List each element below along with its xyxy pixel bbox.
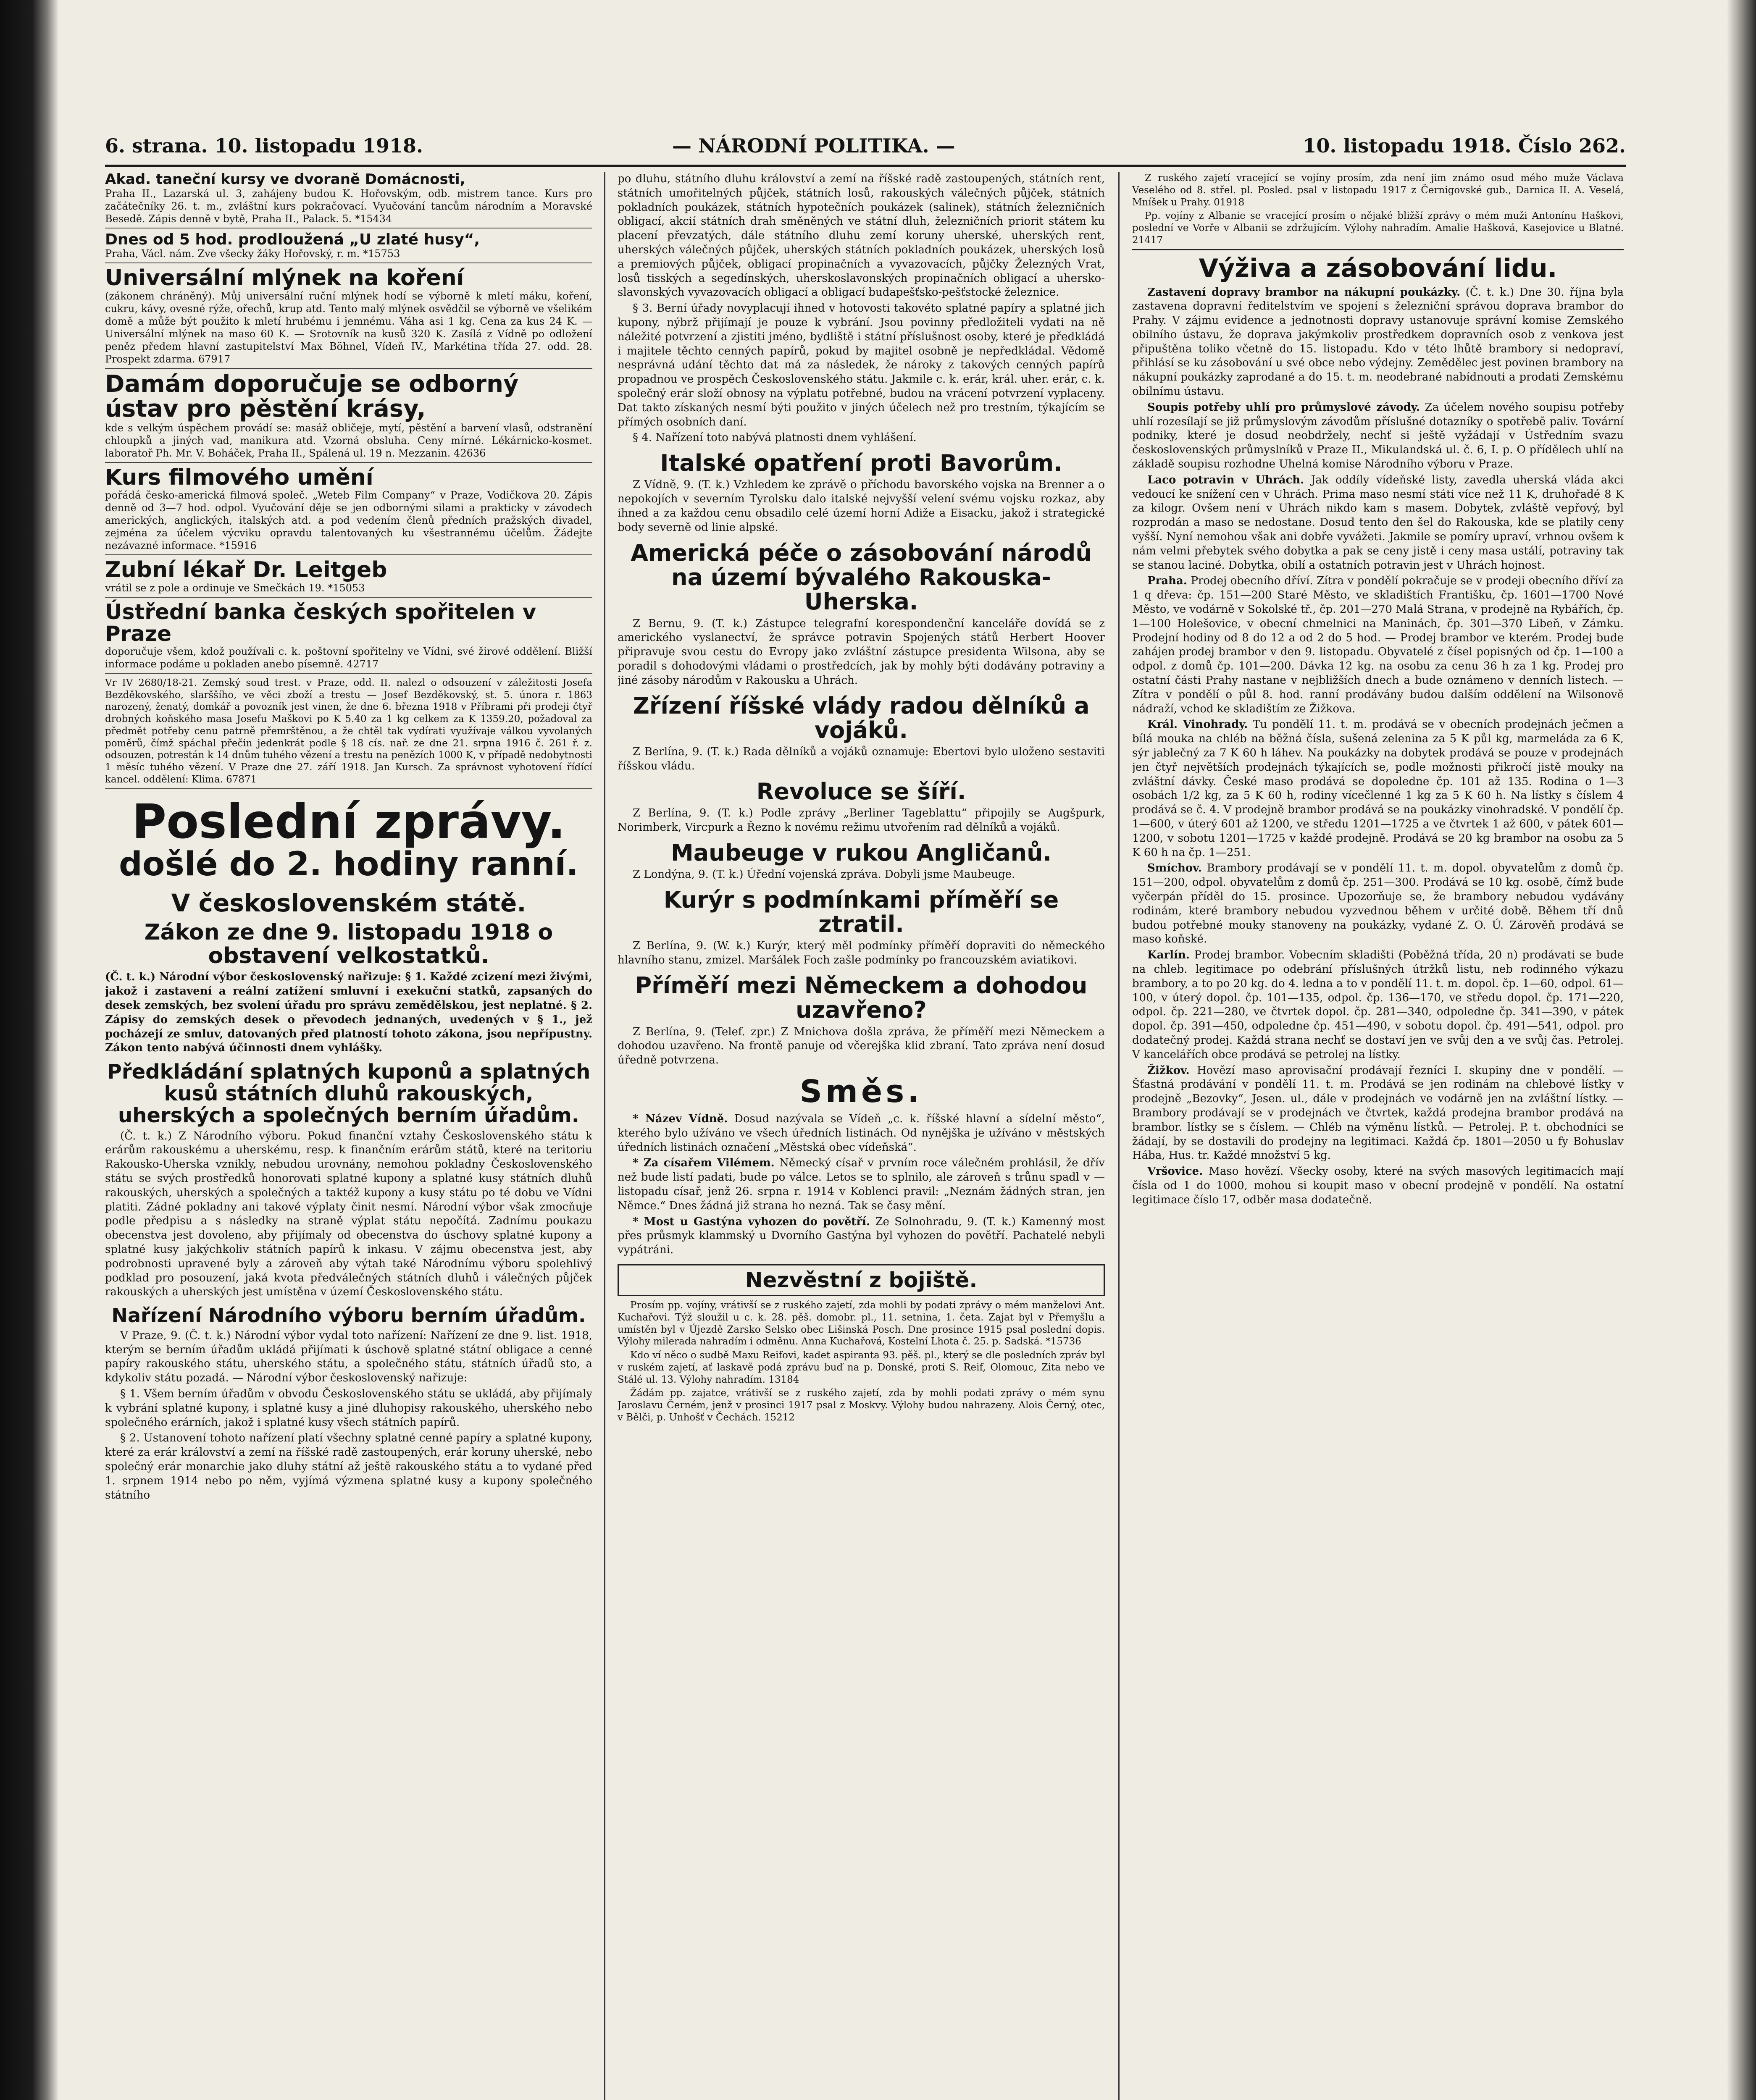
notices (618, 1299, 1105, 1424)
article-headline: Maubeuge v rukou Angličanů. (670, 839, 1052, 866)
article (105, 921, 592, 1055)
ad-title: Ústřední banka českých spořitelen v Praze (105, 599, 536, 646)
column-divider (1118, 172, 1120, 2100)
ad-text: (zákonem chráněný). Můj universální ruční mlýnek hodí se výborně k mletí máku, koření, cukru, kávy, ovesné rýže, ořechů, krup atd. Tento malý mlýnek osvědčil se výborně ve všelikém domě a může být použito k mletí hrubému i jemnému. Váha asi 1 kg. Cena za kus 24 K. — Universální mlýnek na maso 60 K. — Srotovník na kusů 320 K. Zasílá z Vídně po odložení peněz předem hlavní zastupitelství Max Böhnel, Vídeň IV., Markétina třída 27. odd. 28. Prospekt zdarma. 67917 (105, 290, 592, 365)
binding-edge (0, 0, 59, 2100)
article-body: § 1. Všem berním úřadům v obvodu Československého státu se ukládá, aby přijímaly k vybrání splatné kupony, i splatné kusy a jiné dluhopisy rakouského, uherského nebo společného erárních, jakož i splatné kusy všech státních papírů. (105, 1388, 592, 1429)
item-lead: * Most u Gastýna vyhozen do povětří. (633, 1215, 870, 1228)
article-body (1132, 1064, 1624, 1163)
ad-text: kde s velkým úspěchem provádí se: masáž obličeje, mytí, pěstění a barvení vlasů, odstranění chloupků a jiných vad, manikura atd. Vzorná obsluha. Ceny mírné. Lékárnicko-kosmet. laboratoř Ph. Mr. V. Boháček, Praha II., Spálená ul. 19 n. Mezzanin. 42636 (105, 422, 592, 459)
item-lead: Král. Vinohrady. (1147, 718, 1248, 731)
item-text: Ze Solnohradu, 9. (T. k.) Kamenný most přes průsmyk klammský u Dvorního Gastýna byl vyhozen do povětří. Pachatelé nebyli vypátráni. (618, 1215, 1105, 1257)
ad-text: vrátil se z pole a ordinuje ve Smečkách 19. *15053 (105, 582, 365, 594)
court-notice: Vr IV 2680/18-21. Zemský soud trest. v Praze, odd. II. nalezl o odsouzení v záležitosti Josefa Bezděkovského, slarššího, ve věci zboží a trestu — Josef Bezděkovský, st. 5. února r. 1863 narozený, ženatý, domkář a povozník jest vinen, že dne 6. března 1918 v Příbrami při prodeji čtyř drobných koňského masa Josefu Maškovi po K 5.40 za 1 kg celkem za K 1359.20, požadoval za předmět potřeby cenu patrně přemrštěnou, a že chtěl tak vydírati využívaje válkou vyvolaných poměrů, čímž spáchal přečin jedenkrát podle § 18 cís. nař. ze dne 21. srpna 1916 č. 261 ř. z. odsouzen, potrestán k 14 dnům tuhého vězení a trestu na penězích 1000 K, v případě nedobytnosti 1 měsíc tuhého vězení. V Praze dne 27. září 1918. Jan Kursch. Za správnost vyhotovení řídící kancel. oddělení: Klima. 67871 (105, 677, 592, 789)
column-3 (1132, 172, 1624, 2100)
article (618, 451, 1105, 535)
advertisement (105, 372, 592, 463)
article-body: (Č. t. k.) Z Národního výboru. Pokud finanční vztahy Československého státu k erárům rakouskému a uherskému, resp. k finančním erárům států, které na teritoriu Rakousko-Uherska vznikly, nebudou urovnány, nemohou pokladny Československého státu se svých prostředků honorovati splatné kupony a splatné kusy státních dluhů rakouských, uherských a společných a taktéž kupony a kusy státu po té dobu ve Vídni platiti. Zádné pokladny ani takové výplaty činit nesmí. Národní výbor však zmocňuje podle předpisu a s následky na straně výplat státu nepočítá. Zadnímu poukazu obecenstva jest dovoleno, aby přijímaly od obecenstva do úschovy splatné kupony a splatné kusy jakýchkoliv státních papírů k inkasu. V zájmu obecenstva jest, aby podrobnosti upravené byly a zároveň aby výtah také Národnímu výboru spolehlivý podklad pro posouzení, jaká kvota předválečných státních dluhů i válečných půjček rakouských a uherských jest umístěna v území Československého státu. (105, 1129, 592, 1299)
section-headline: Poslední zprávy. (132, 794, 565, 849)
column-1 (105, 172, 592, 2100)
masthead-title: — NÁRODNÍ POLITIKA. — (672, 134, 955, 157)
item-lead: Praha. (1147, 575, 1187, 588)
article-headline: Americká péče o zásobování národů na území bývalého Rakouska-Uherska. (631, 539, 1092, 615)
article (618, 1112, 1105, 1257)
article-headline: Italské opatření proti Bavorům. (660, 450, 1062, 477)
ad-text: Praha II., Lazarská ul. 3, zahájeny budou K. Hořovským, odb. mistrem tance. Kurs pro začátečníky 26. t. m., zvláštní kurs pokračovací. Vyučování tancům národním a Moravské Besedě. Zápis denně v bytě, Praha II., Palack. 5. *15434 (105, 187, 592, 225)
article-body (1132, 401, 1624, 472)
article-body (1132, 574, 1624, 716)
item-lead: Žižkov. (1147, 1064, 1190, 1077)
advertisement (105, 267, 592, 369)
article-body: Z Berlína, 9. (W. k.) Kurýr, který měl podmínky příměří dopraviti do německého hlavního stanu, zmizel. Maršálek Foch zašle podmínky po francouzském aviatikovi. (618, 940, 1105, 967)
article (105, 1061, 592, 1299)
article-headline: Zákon ze dne 9. listopadu 1918 o obstavení velkostatků. (144, 920, 553, 969)
item-lead: Smíchov. (1147, 862, 1202, 875)
article-headline: Zřízení říšské vlády radou dělníků a vojáků. (633, 692, 1090, 743)
section-title: Výživa a zásobování lidu. (1132, 249, 1624, 283)
article-body (1132, 473, 1624, 573)
article-body: Z Londýna, 9. (T. k.) Úřední vojenská zpráva. Dobyli jsme Maubeuge. (633, 868, 1015, 881)
item-lead: * Název Vídně. (633, 1113, 728, 1126)
article-body (1132, 1165, 1624, 1207)
ad-title: Kurs filmového umění (105, 465, 373, 490)
advertisement (105, 232, 592, 264)
article-headline: Předkládání splatných kuponů a splatných kusů státních dluhů rakouských, uherských a společných berním úřadům. (107, 1060, 591, 1127)
article (618, 841, 1105, 882)
article-body: § 4. Nařízení toto nabývá platnosti dnem vyhlášení. (633, 431, 917, 444)
article-body (618, 1156, 1105, 1213)
item-text: Brambory prodávají se v pondělí 11. t. m. dopol. obyvatelům z domů čp. 151—200, odpol. obyvatelům z domů čp. 251—300. Prodává se 10 kg. osobě, čímž bude vyčerpán příděl do 15. prosince. Upozorňuje se, že brambory nebudou vydávány rodinám, které brambory nebudou vyzvednou během v určité době. Během tří dnů budou potřebné mouky stanoveny na poukázky, vydané Z. O. Ú. Zárověň prodává se maso koňské. (1132, 862, 1624, 946)
article-body: Z Vídně, 9. (T. k.) Vzhledem ke zprávě o příchodu bavorského vojska na Brenner a o nepokojích v severním Tyrolsku dalo italské nejvyšší velení svému vojsku rozkaz, aby ihned a za každou cenu obsadilo celé území horní Adiže a Eisacku, jakož i strategické body severně od linie alpské. (618, 478, 1105, 534)
item-lead: Karlín. (1147, 949, 1190, 962)
article-body (618, 1112, 1105, 1155)
item-text: (Č. t. k.) Dne 30. října byla zastavena dopravní ředitelstvím ve spojení s železniční správou doprava brambor do Prahy. V zájmu evidence a jednotnosti dopravy ustanovuje správní komise Zemského obilního ústavu, že doprava jakýmkoliv prostředkem dopravních osob z venkova jest připuštěna toliko včetně do 15. listopadu. Kdo v této lhůtě brambory si nedopraví, přihlásí se ku zásobování u své obce nebo výdejny. Zemědělec jest povinen brambory na nákupní poukázky zaprodané a do 15. t. m. neodebrané nabídnouti a prodati Zemskému obilnímu ústavu. (1132, 286, 1624, 398)
article-headline: Příměří mezi Německem a dohodou uzavřeno? (635, 972, 1088, 1024)
article-headline: Revoluce se šíří. (756, 778, 966, 805)
article-body (1132, 861, 1624, 947)
article-body (1132, 948, 1624, 1062)
article-body: Z Berlína, 9. (Telef. zpr.) Z Mnichova došla zpráva, že příměří mezi Německem a dohodou uzavřeno. Na frontě panuje od včerejška klid zbraní. Tato zpráva není dosud úředně potvrzena. (618, 1025, 1105, 1067)
advertisement (105, 466, 592, 556)
item-lead: Vršovice. (1147, 1165, 1203, 1178)
column-divider (604, 172, 605, 2100)
item-text: Za účelem nového soupisu potřeby uhlí rozesílají se již průmyslovým závodům příslušné dotazníky o spotřebě paliv. Tovární podniky, které je dosud neobdržely, nechť si ještě vyžádají v Ústředním svazu československých průmyslníků v Praze II., Mikulandská ul. č. 6, I. p. O přídělech uhlí na základě soupisu rozhodne Uhelná komise Národního výboru v Praze. (1132, 401, 1624, 471)
item-text: Dosud nazývala se Vídeň „c. k. říšské hlavní a sídelní město“, kterého bylo užíváno ve všech úředních listinách. Od nynějška je užíváno v městských úředních listinách označení „Městská obec vídeňská“. (618, 1113, 1105, 1154)
ad-text: Praha, Václ. nám. Zve všecky žáky Hořovský, r. m. *15753 (105, 248, 400, 260)
article (618, 172, 1105, 445)
boxed-section-title: Nezvěstní z bojiště. (618, 1264, 1105, 1296)
notice: Prosím pp. vojíny, vrátivší se z ruského zajetí, zda mohli by podati zprávy o mém manželovi Ant. Kuchařovi. Týž sloužil u c. k. 28. pěš. domobr. pl., 11. setnina, 1. četa. Zajat byl v Přemyšlu a umístěn byl v Újezdě Zarsko Selsko obec Lišinská Posch. Dne prosince 1915 psal poslední dopis. Výlohy milerada nahradím i odměnu. Anna Kuchařová, Kostelní Lhota č. 25. p. Sadská. *15736 (618, 1300, 1105, 1347)
page-edge (1727, 0, 1756, 2100)
article-body: § 2. Ustanovení tohoto nařízení platí všechny splatné cenné papíry a splatné kupony, které za erár království a zemí na říšské radě zastoupených, erár koruny uherské, nebo společný erár monarchie jako dluhy státní až ještě rakouského státu a to vydané před 1. srpnem 1914 nebo po něm, vyjímá výzmena splatné kusy a kupony společného státního (105, 1432, 592, 1502)
advertisement (105, 172, 592, 228)
item-text: Prodej obecního dříví. Zítra v pondělí pokračuje se v prodeji obecního dříví za 1 q dřeva: čp. 151—200 Staré Město, ve skladištích Františku, čp. 1601—1700 Nové Město, ve vodárně v Sokolské tř., čp. 201—270 Malá Strana, v prodejně na Rybářích, čp. 1—100 Holešovice, v obecní chmelnici na Maninách, čp. 301—370 Libeň, v Zámku. Prodejní hodiny od 8 do 12 a od 2 do 5 hod. — Prodej brambor ve kterém. Prodej bude zahájen prodej brambor v den 9. listopadu. Obyvatelé z čísel popisných od čp. 1—100 a odpol. z domů čp. 101—200. Dávka 12 kg. na osobu za cenu 36 h za 1 kg. Prodej pro ostatní části Prahy nastane v nejbližších dnech a bude oznámeno v denních listech. — Zítra v pondělí o půl 8. hod. ranní prodávány budou dalším oddělení na Wilsonově nádraží, vchod ke skladištím ze Žižkova. (1132, 575, 1624, 715)
notice: Žádám pp. zajatce, vrátivší se z ruského zajetí, zda by mohli podati zprávy o mém synu Jaroslavu Černém, jenž v prosinci 1917 psal z Moskvy. Výlohy budou nahrazeny. Alois Černý, otec, v Bělči, p. Unhošť v Čechách. 15212 (618, 1388, 1105, 1423)
section-subheadline: došlé do 2. hodiny ranní. (118, 845, 579, 884)
notices (1132, 172, 1624, 247)
header-rule (105, 165, 1626, 167)
article-body: Z Berlína, 9. (T. k.) Podle zprávy „Berliner Tageblattu“ připojily se Augšpurk, Norimberk, Vircpurk a Řezno k novému režimu utvořením rad dělníků a vojáků. (618, 807, 1105, 834)
ad-title: Universální mlýnek na koření (105, 265, 464, 291)
section-title: V československém státě. (171, 889, 526, 917)
ad-title: Dnes od 5 hod. prodloužená „U zlaté husy“, (105, 231, 480, 248)
article-body (618, 1215, 1105, 1257)
article-body: V Praze, 9. (Č. t. k.) Národní výbor vydal toto nařízení: Nařízení ze dne 9. list. 1918, kterým se berním úřadům ukládá přijímati k úschově splatné státní obligace a cenné papíry rakouského státu, uherského státu, a společného státu, státních úřadů sto, a kdykoliv státu pozadá. — Národní výbor československý nařizuje: (105, 1329, 592, 1385)
article (618, 694, 1105, 774)
item-text: Maso hovězí. Všecky osoby, které na svých masových legitimacích mají čísla od 1 do 1000, mohou si koupit maso v obecní prodejně v pondělí. Na ostatní legitimace číslo 17, odběr masa dodatečně. (1132, 1165, 1624, 1206)
ad-text: doporučuje všem, kdož používali c. k. poštovní spořitelny ve Vídni, své žirové oddělení. Bližší informace podáme u pokladen anebo písemně. 42717 (105, 645, 592, 670)
article-body: Z Berlína, 9. (T. k.) Rada dělníků a vojáků oznamuje: Ebertovi bylo uloženo sestaviti říšskou vládu. (618, 746, 1105, 772)
section-title: Směs. (799, 1074, 923, 1110)
item-text: Hovězí maso aprovisační prodávají řezníci I. skupiny dne v pondělí. — Šťastná prodávání v pondělí 11. t. m. Prodává se jen rodinám na chlebové lístky v prodejně „Bezovky“, Jesen. ul., dále v prodejnách ve vodárně jen na zvláštní lístky. — Brambory prodávají se v prodejnách ve čtvrtek, každá prodejna brambor prodává na brambor. lístky se s číslem. — Chléb na výměnu lístků. — Petrolej. P. t. obchodníci se žádají, by se dostavili do prodejny na legitimaci. Každá čp. 1801—2050 u fy Bohuslav Hába, Hus. tr. Každé množství 5 kg. (1132, 1064, 1624, 1162)
advertisement (105, 601, 592, 674)
notice: Z ruského zajetí vracející se vojíny prosím, zda není jim známo osud mého muže Václava Veselého od 8. střel. pl. Posled. psal v listopadu 1917 z Černigovské gub., Darnica II. A. Veselá, Mníšek u Prahy. 01918 (1132, 173, 1624, 208)
article-body (1132, 286, 1624, 399)
ad-title: Damám doporučuje se odborný ústav pro pěstění krásy, (105, 370, 519, 423)
ad-title: Zubní lékař Dr. Leitgeb (105, 557, 387, 583)
notice: Pp. vojíny z Albanie se vracející prosím o nějaké bližší zprávy o mém muži Antonínu Haškovi, poslední ve Vorře v Albanii se zdržujícím. Výlohy nahradím. Amalie Hašková, Kasejovice u Blatné. 21417 (1132, 210, 1624, 246)
article-headline: Kurýr s podmínkami příměří se ztratil. (663, 886, 1059, 938)
ad-text: pořádá česko-americká filmová společ. „Weteb Film Company“ v Praze, Vodičkova 20. Zápis denně od 3—7 hod. odpol. Vyučování děje se jen odbornými silami a prakticky v závodech amerických, anglických, italských atd. a pod vedením členů předních pražských divadel, zejména za účelem výcviku opravdu talentovaných ku všestrannému účelům. Žádejte nezávazné informace. *15916 (105, 489, 592, 552)
item-lead: Laco potravin v Uhrách. (1147, 473, 1304, 486)
article (105, 1305, 592, 1502)
page-header (105, 134, 1626, 164)
notice: Kdo ví něco o sudbě Maxu Reifovi, kadet aspiranta 93. pěš. pl., který se dle posledních zpráv byl v ruském zajetí, ať laskavě podá zprávu buď na p. Donské, proti S. Reif, Olomouc, Zita nebo ve Stálé ul. 13. Výlohy nahradím. 13184 (618, 1350, 1105, 1385)
header-right: 10. listopadu 1918. Číslo 262. (1303, 134, 1626, 157)
article (618, 974, 1105, 1068)
item-text: Německý císař v prvním roce válečném prohlásil, že dřív než bude listí padati, bude po válce. Letos se to splnilo, ale zároveň s trůnu spadl v — listopadu císař, jenž 26. srpna r. 1914 v Koblenci pravil: „Neznám žádných stran, jen Němce.“ Dnes žádná již strana ho nezná. Tak se časy mění. (618, 1157, 1105, 1212)
item-text: Prodej brambor. Vobecním skladišti (Poběžná třída, 20 n) prodávati se bude na chleb. legitimace po odebrání příslušných útržků listu, neb rodinného výkazu brambory, a to po 20 kg. do 4. ledna a to v pondělí 11. t. m. dopol. čp. 1—60, odpol. 61—100, v úterý dopol. čp. 101—135, odpol. čp. 136—170, ve středu dopol. čp. 171—220, odpol. čp. 221—280, ve čtvrtek dopol. čp. 281—340, odpoledne čp. 341—390, v pátek dopol. čp. 391—450, odpoledne čp. 451—490, v sobotu dopol. čp. 491—541, odpol. pro dodatečný prodej. Každá strana nechť se dostaví jen ve svůj den a ve svůj čas. Petrolej. V kancelářích obce prodává se petrolej na lístky. (1132, 949, 1624, 1061)
header-left: 6. strana. 10. listopadu 1918. (105, 134, 423, 157)
ad-title: Akad. taneční kursy ve dvoraně Domácnosti, (105, 172, 465, 188)
article (618, 780, 1105, 835)
item-lead: Zastavení dopravy brambor na nákupní poukázky. (1147, 286, 1461, 299)
article-body: § 3. Berní úřady novyplacují ihned v hotovosti takovéto splatné papíry a splatné jich kupony, nýbrž přijímají je pouze k vybrání. Jsou povinny předložiteli vydati na ně náležité potvrzení a zjistiti jméno, bydliště i státní příslušnost osoby, které je předkládá i majitele těchto cenných papírů, pokud by majitel osobně je nepředkládal. Vědomě nesprávná udání těchto dat má za následek, že nároky z takových cenných papírů propadnou ve prospěch Československého státu. Jakmile c. k. erár, král. uher. erár, c. k. společný erár složí obnosy na výplatu potřebné, budou na vrácení potvrzení vyplaceny. Dat takto získaných nesmí býti použito v jiných účelech než pro trestním, týkajícím se přímých osobních daní. (618, 302, 1105, 428)
article (618, 541, 1105, 688)
article-body: Z Bernu, 9. (T. k.) Zástupce telegrafní korespondenční kanceláře dovídá se z amerického vyslanectví, že správce potravin Spojených států Herbert Hoover připravuje svou cestu do Evropy jako zvláštní zástupce presidenta Wilsona, aby se poradil s dohodovými vládami o prostředcích, jak by mohly býti dodávány potraviny a jiné zásoby národům v Rakousku a Uhrách. (618, 617, 1105, 687)
item-text: Jak oddíly vídeňské listy, zavedla uherská vláda akci vedoucí ke snížení cen v Uhrách. Prima maso nesmí státi více než 11 K, druhořadé 8 K za kilogr. Ovšem není v Uhrách nikdo kam s masem. Dobytek, zvláště vepřový, byl rozprodán a maso se nedostane. Dosud tento den šel do Rakouska, kde se platily ceny vyšší. Nyní nemohou však ani dobře vyvážeti. Jakmile se pomíry upraví, vrhnou ovšem k nám velmi přebytek svého dobytka a pak se ceny jistě i ceny masa ustálí, potraviny tak se stanou laciné. Dobytka, obilí a ostatních potravin jest v Uhrách hojnost. (1132, 473, 1624, 572)
article-body (1132, 718, 1624, 860)
article (1132, 286, 1624, 1208)
item-text: Tu pondělí 11. t. m. prodává se v obecních prodejnách ječmen a bílá mouka na chléb na běžná čísla, sušená zelenina za 5 K půl kg, marmeláda za 6 K, sýr jablečný za 7 K 60 h láhev. Na poukázky na dobytek prodává se pouze v prodejnách jen čtyř největších prodejnách týkajících se, podle možnosti přikročí jistě mouky na zvláštní dávky. České maso prodává se dopoledne čp. 101 až 135. Rodina o 1—3 osobách 1/2 kg, za 5 K 60 h, rodiny vícečlenné 1 kg za 5 K 60 h. Na lístky s číslem 4 prodává se č. 4. V prodejně brambor prodává se na poukázky vinohradské. V pondělí čp. 1—600, v úterý 601 až 1200, ve středu 1201—1725 a ve čtvrtek 1 až 600, v pátek 601—1200, v sobotu 1201—1725 v každé prodejně. Prodává se 20 kg brambor na osobu za 5 K 60 h na čp. 1—251. (1132, 718, 1624, 859)
column-2 (618, 172, 1105, 2100)
item-lead: * Za císařem Vilémem. (633, 1157, 775, 1170)
article-body: po dluhu, státního dluhu království a zemí na říšské radě zastoupených, státních rent, státních umořitelných půjček, státních losů, rakouských válečných půjček, státních pokladních poukázek, státních hypotečních poukázek (salinek), státních železničních obligací, akcií státních drah směněných ve státní dluh, železničních priorit státem ku placení převzatých, dále státního dluhu zemí koruny uherské, uherských rent, uherských válečných půjček, uherských státních pokladních poukázek, uherských losů a premiových půjček, obligací propinačních a vyvazovacích, půjčky Železných Vrat, losů tisských a segedínských, uherskoslavonských propinačních obligací a uhersko-slavonských vyvazovacích obligací a obligací budapešťsko-pešťstocké železnice. (618, 173, 1105, 299)
advertisement (105, 559, 592, 598)
article-body: (Č. t. k.) Národní výbor československý nařizuje: § 1. Každé zcizení mezi živými, jakož i zastavení a reální zatížení smluvní i exekuční statků, zapsaných do desek zemských, bez svolení úřadu pro správu zemědělskou, jest neplatné. § 2. Zápisy do zemských desek o převodech jednaných, uvedených v § 1., jež pocházejí ze smluv, datovaných před platností tohoto zákona, jsou nepřípustny. Zákon tento nabývá účinnosti dnem vyhlášky. (105, 971, 592, 1055)
article-headline: Nařízení Národního výboru berním úřadům. (111, 1304, 586, 1327)
article (618, 888, 1105, 968)
item-lead: Soupis potřeby uhlí pro průmyslové závody. (1147, 401, 1420, 414)
